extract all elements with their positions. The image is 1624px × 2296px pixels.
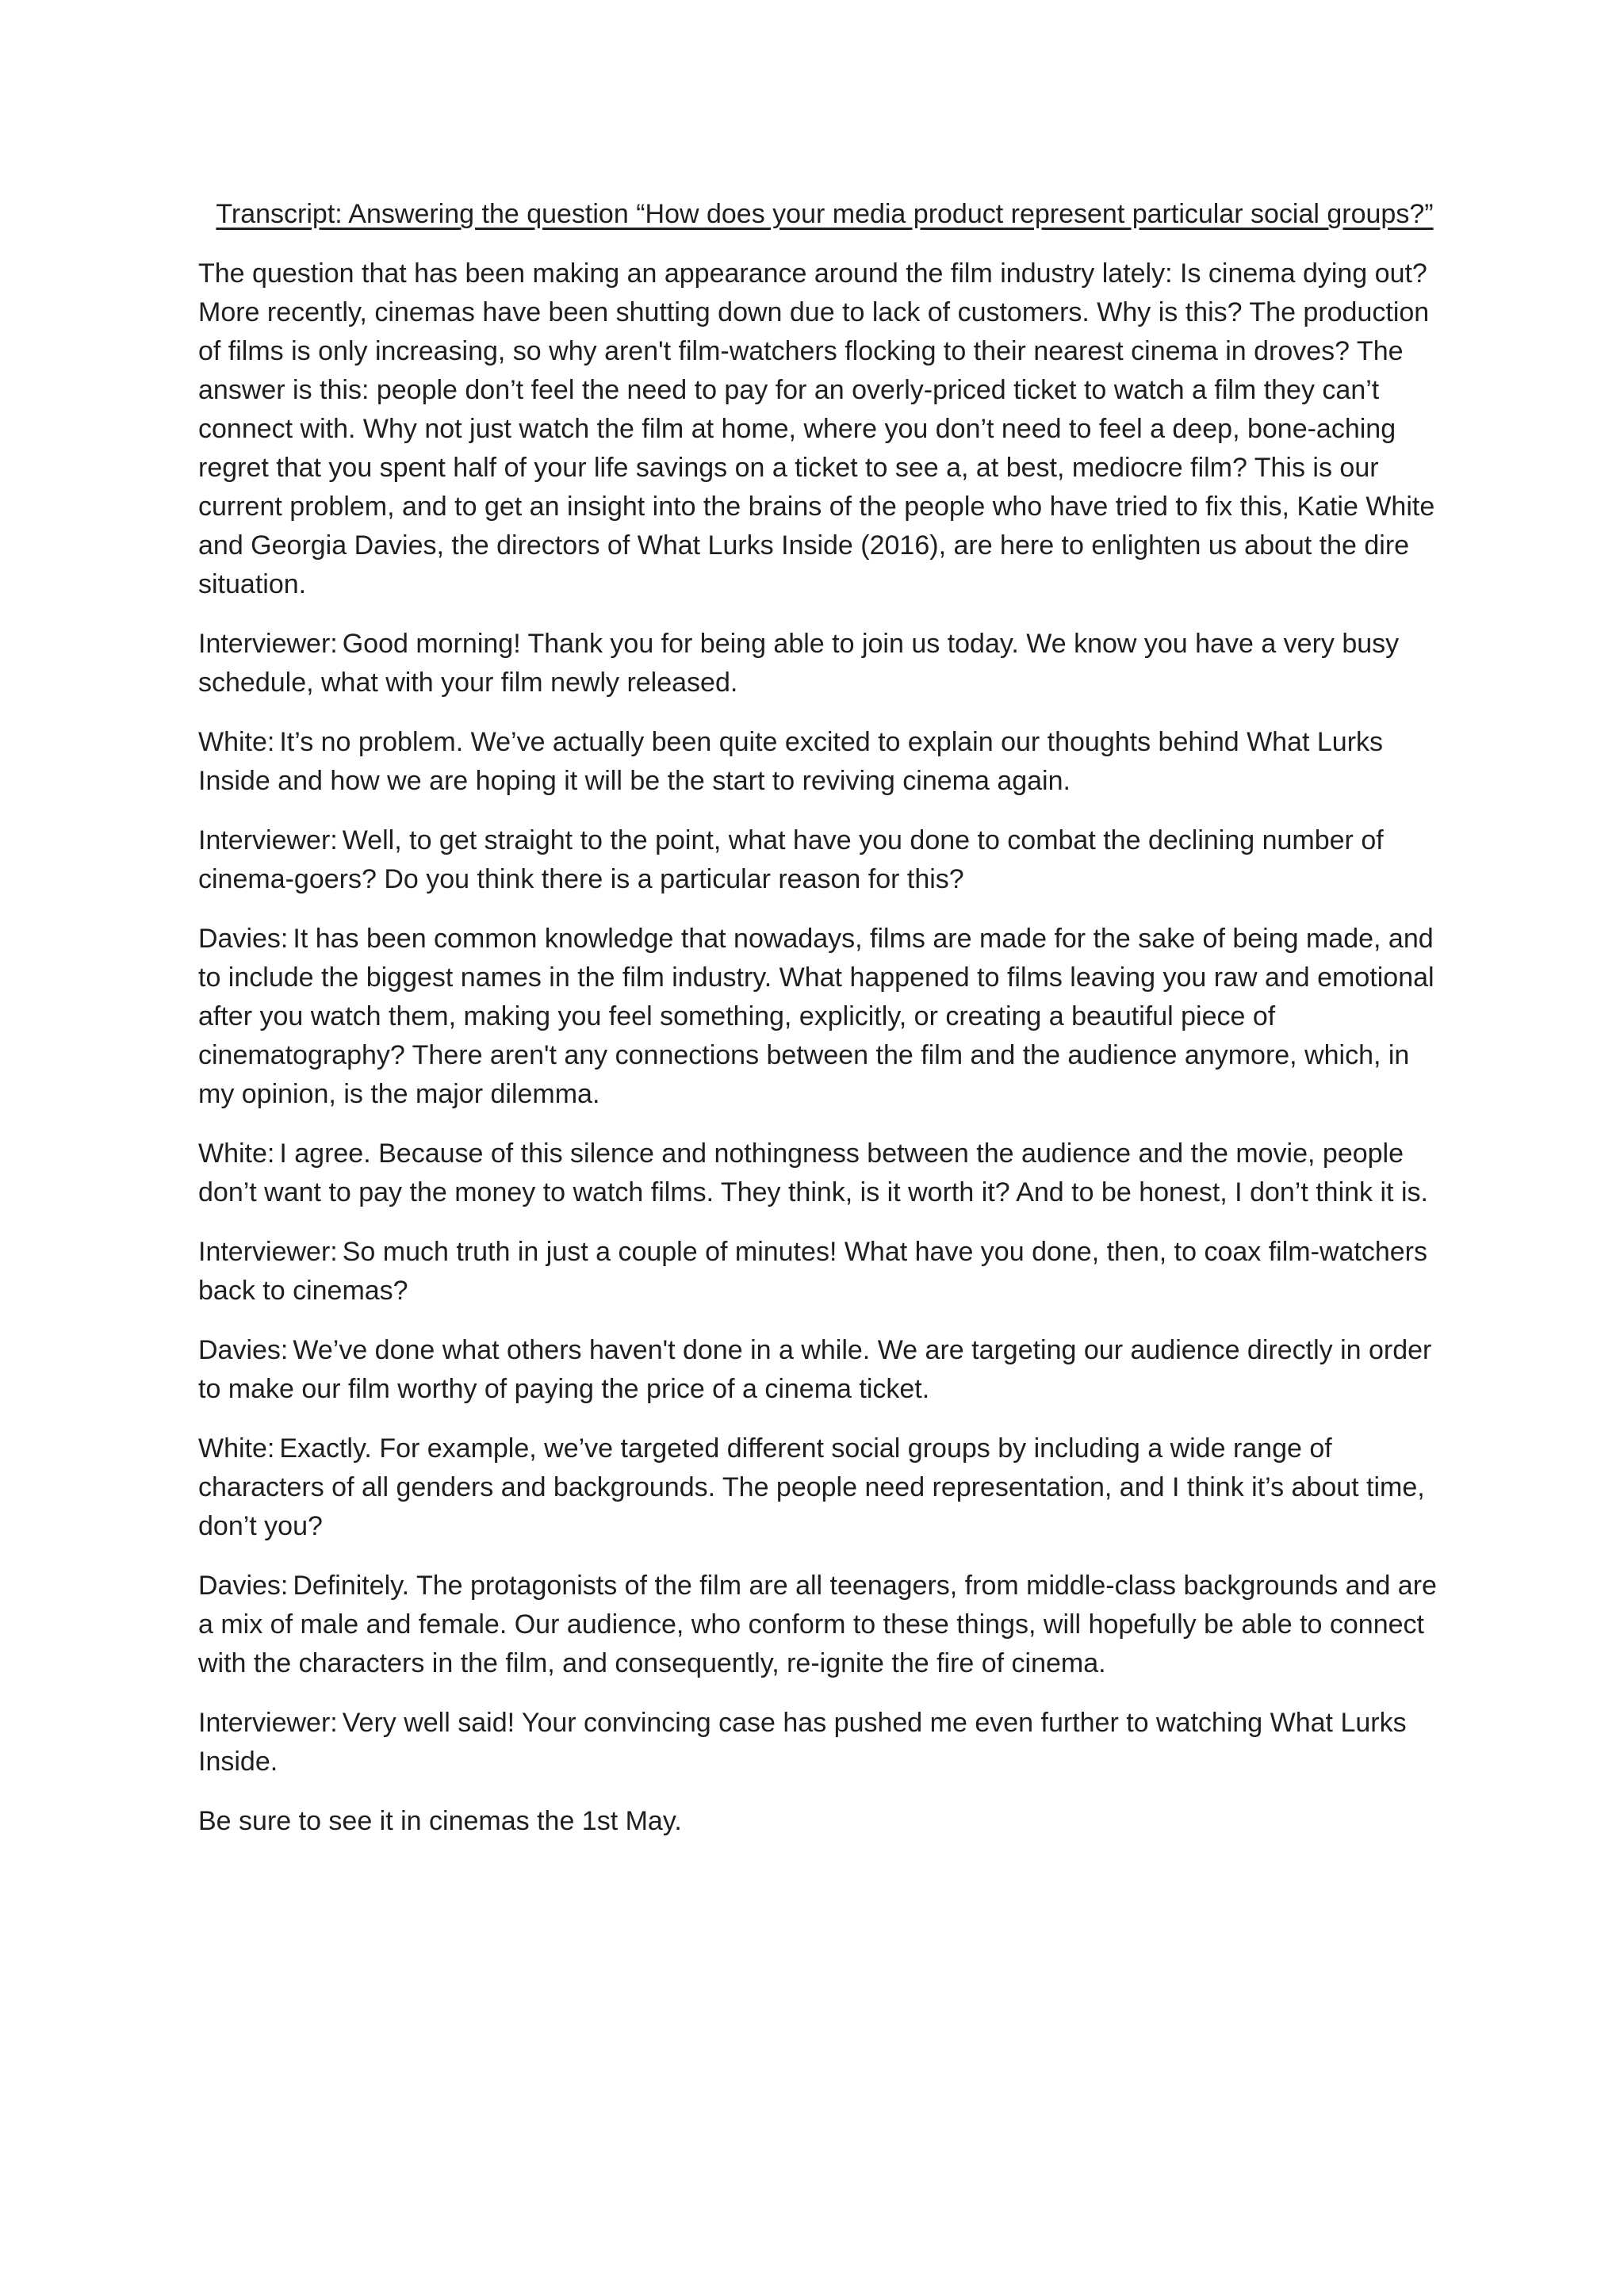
speaker-label: White: [198, 1433, 275, 1464]
paragraph-text: The question that has been making an appearance around the film industry lately: Is cinema dying out? More recently, cinemas have been shutting down due to lack of customers. Why is this? The production of films is only increasing, so why aren't film-watchers flocking to their nearest cinema in droves? The answer is this: people don’t feel the need to pay for an overly-priced ticket to watch a film they can’t connect with. Why not just watch the film at home, where you don’t need to feel a deep, bone-aching regret that you spent half of your life savings on a ticket to see a, at best, mediocre film? This is our current problem, and to get an insight into the brains of the people who have tried to fix this, Katie White and Georgia Davies, the directors of What Lurks Inside (2016), are here to enlighten us about the dire situation. [198, 258, 1435, 599]
dialogue-paragraph [198, 920, 1451, 1114]
speaker-label: Davies: [198, 924, 289, 954]
dialogue-paragraph [198, 821, 1451, 899]
paragraph-text: So much truth in just a couple of minutes! What have you done, then, to coax film-watchers back to cinemas? [198, 1237, 1427, 1306]
dialogue-paragraph [198, 1567, 1451, 1683]
dialogue-paragraph [198, 1704, 1451, 1781]
speaker-label: Interviewer: [198, 825, 338, 855]
paragraph-text: Be sure to see it in cinemas the 1st May. [198, 1806, 682, 1836]
dialogue-paragraph [198, 1429, 1451, 1546]
dialogue-paragraph [198, 1135, 1451, 1212]
dialogue-paragraph [198, 1233, 1451, 1311]
speaker-label: Davies: [198, 1571, 289, 1601]
dialogue-paragraph [198, 1331, 1451, 1409]
paragraph-text: It’s no problem. We’ve actually been quite excited to explain our thoughts behind What Lurks Inside and how we are hoping it will be the start to reviving cinema again. [198, 727, 1384, 796]
speaker-label: White: [198, 1138, 275, 1169]
speaker-label: Davies: [198, 1335, 289, 1365]
paragraph-text: I agree. Because of this silence and nothingness between the audience and the movie, people don’t want to pay the money to watch films. They think, is it worth it? And to be honest, I don’t think it is. [198, 1138, 1428, 1207]
paragraph-text: Very well said! Your convincing case has pushed me even further to watching What Lurks Inside. [198, 1708, 1407, 1777]
paragraph-text: Exactly. For example, we’ve targeted different social groups by including a wide range of characters of all genders and backgrounds. The people need representation, and I think it’s about time, don’t you? [198, 1433, 1425, 1541]
document-title: Transcript: Answering the question “How does your media product represent particular social groups?” [216, 199, 1434, 229]
speaker-label: White: [198, 727, 275, 757]
dialogue-paragraph [198, 625, 1451, 702]
speaker-label: Interviewer: [198, 1708, 338, 1738]
paragraph-text: We’ve done what others haven't done in a while. We are targeting our audience directly in order to make our film worthy of paying the price of a cinema ticket. [198, 1335, 1432, 1404]
paragraph-text: It has been common knowledge that nowadays, films are made for the sake of being made, and to include the biggest names in the film industry. What happened to films leaving you raw and emotional after you watch them, making you feel something, explicitly, or creating a beautiful piece of cinematography? There aren't any connections between the film and the audience anymore, which, in my opinion, is the major dilemma. [198, 924, 1434, 1109]
paragraph-text: Definitely. The protagonists of the film are all teenagers, from middle-class backgrounds and are a mix of male and female. Our audience, who conform to these things, will hopefully be able to connect with the characters in the film, and consequently, re-ignite the fire of cinema. [198, 1571, 1437, 1678]
speaker-label: Interviewer: [198, 629, 338, 659]
dialogue-paragraph [198, 723, 1451, 801]
paragraph-text: Well, to get straight to the point, what have you done to combat the declining number of cinema-goers? Do you think there is a particular reason for this? [198, 825, 1384, 894]
speaker-label: Interviewer: [198, 1237, 338, 1267]
intro-paragraph [198, 254, 1451, 604]
paragraph-text: Good morning! Thank you for being able to join us today. We know you have a very busy schedule, what with your film newly released. [198, 629, 1400, 698]
closing-paragraph [198, 1802, 1451, 1841]
document-page [198, 194, 1451, 1862]
